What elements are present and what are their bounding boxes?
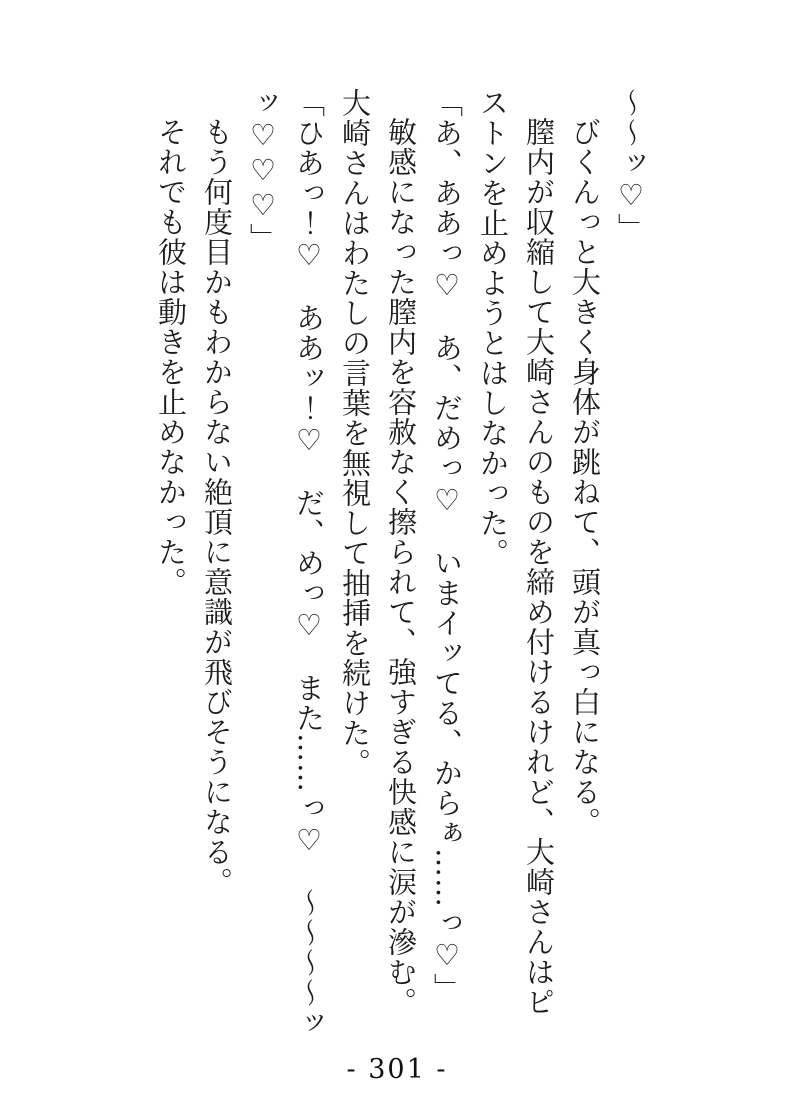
page-number: - 301 - bbox=[346, 1054, 448, 1085]
text-line: ストンを止めようとはしなかった。 bbox=[476, 88, 510, 568]
text-line: 「あ、ああっ♡ あ、だめっ♡ いまイッてる、からぁ……っ♡」 bbox=[430, 88, 464, 1003]
text-line: 「ひあっ！♡ ああッ！♡ だ、めっ♡ また……っ♡ 〜〜〜〜ッ bbox=[292, 88, 326, 1038]
text-line: びくんっと大きく身体が跳ねて、頭が真っ白になる。 bbox=[568, 117, 602, 837]
text-line: 〜〜ッ♡」 bbox=[614, 88, 648, 243]
text-line: 膣内が収縮して大崎さんのものを締め付けるけれど、大崎さんはピ bbox=[522, 117, 556, 1017]
text-line: ッ♡♡♡」 bbox=[246, 88, 280, 253]
vertical-text-block bbox=[148, 88, 654, 1038]
text-line: それでも彼は動きを止めなかった。 bbox=[154, 117, 188, 597]
text-line: 敏感になった膣内を容赦なく擦られて、強すぎる快感に涙が滲む。 bbox=[384, 117, 418, 1017]
text-line: もう何度目かもわからない絶頂に意識が飛びそうになる。 bbox=[200, 117, 234, 897]
text-line: 大崎さんはわたしの言葉を無視して抽挿を続けた。 bbox=[338, 88, 372, 778]
